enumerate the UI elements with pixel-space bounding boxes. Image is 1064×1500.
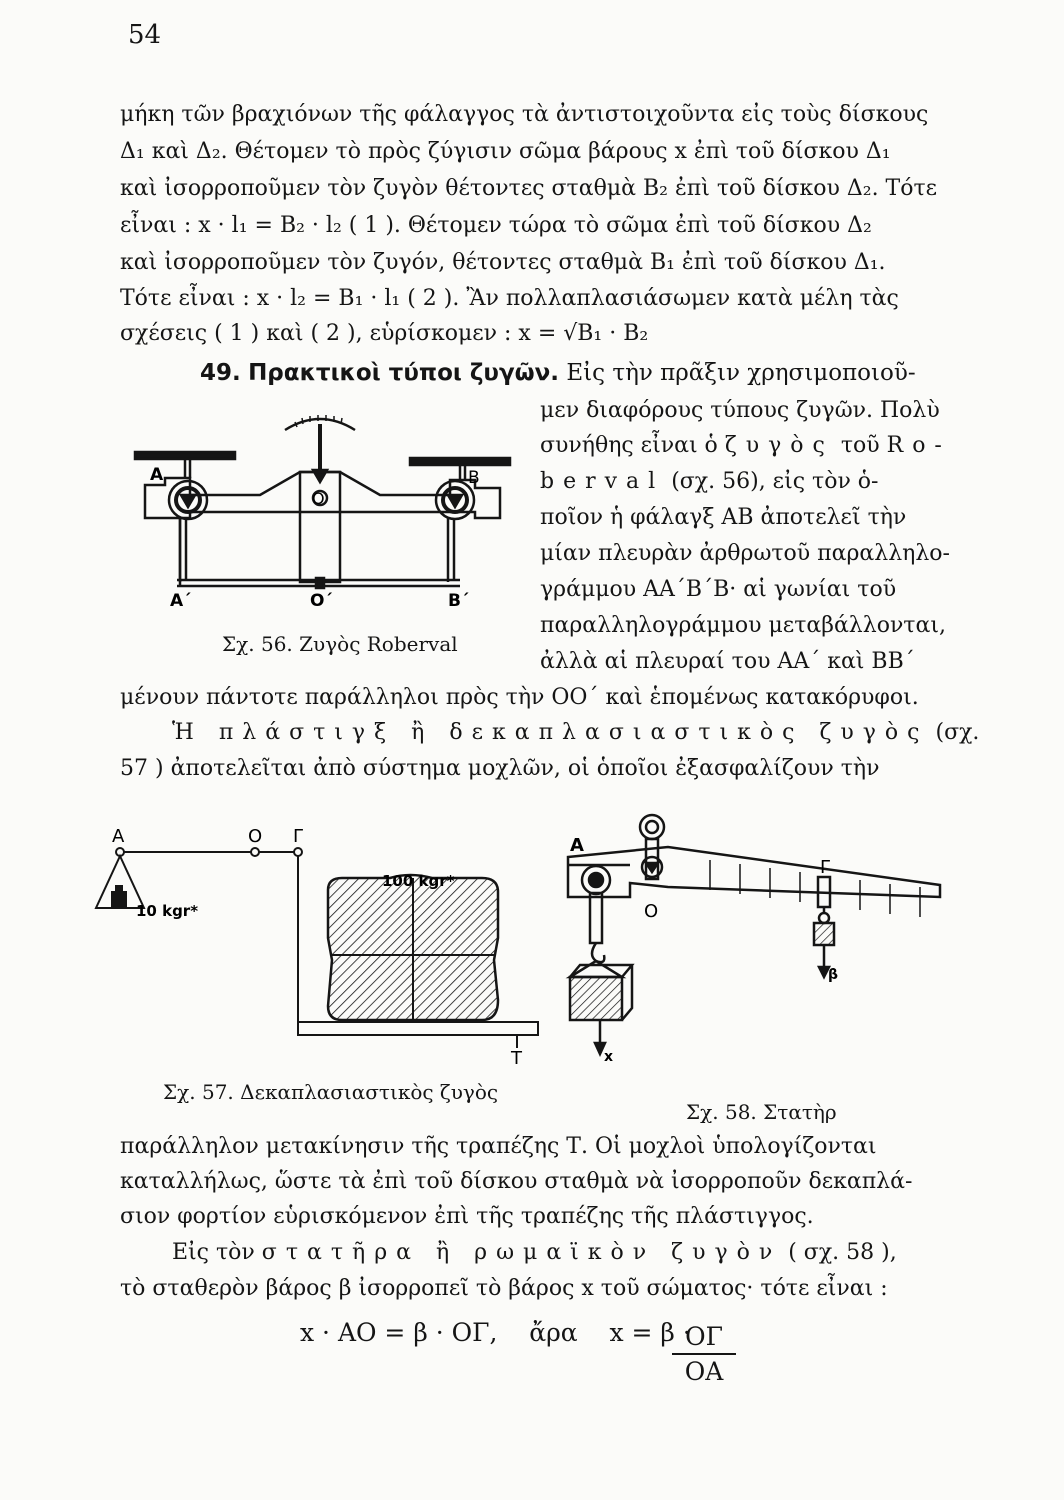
- label-a: A: [150, 465, 164, 485]
- label-a: A: [112, 826, 125, 847]
- text-fragment: ( σχ. 58 ),: [788, 1240, 897, 1265]
- label-b-prime: B΄: [448, 591, 469, 611]
- fraction-denominator: ΟΑ: [684, 1357, 724, 1386]
- section-heading: [200, 362, 916, 385]
- label-o: O: [644, 901, 659, 922]
- text-line: παράλληλον μετακίνησιν τῆς τραπέζης Τ. Οἱ μοχλοὶ ὑπολογίζονται: [120, 1134, 877, 1159]
- text-line: Δ₁ καὶ Δ₂. Θέτομεν τὸ πρὸς ζύγισιν σῶμα βάρους x ἐπὶ τοῦ δίσκου Δ₁: [120, 139, 891, 164]
- figure-56-roberval-balance: [130, 400, 530, 615]
- text-line: σχέσεις ( 1 ) καὶ ( 2 ), εὑρίσκομεν : x = √Β₁ · Β₂: [120, 321, 649, 346]
- label-b: B: [468, 468, 480, 488]
- text-line: καὶ ἰσορροποῦμεν τὸν ζυγὸν θέτοντες σταθμὰ Β₂ ἐπὶ τοῦ δίσκου Δ₂. Τότε: [120, 176, 938, 201]
- caption-fig58: Σχ. 58. Στατὴρ: [686, 1100, 837, 1124]
- text-fragment: (σχ.: [935, 720, 980, 745]
- page-number: 54: [128, 20, 162, 50]
- text-line: γράμμου ΑΑ΄Β΄Β· αἱ γωνίαι τοῦ: [540, 577, 897, 602]
- spaced-term: Ro-: [886, 433, 951, 458]
- text-line: μήκη τῶν βραχιόνων τῆς φάλαγγος τὰ ἀντιστοιχοῦντα εἰς τοὺς δίσκους: [120, 102, 929, 127]
- text-line: σιον φορτίον εὑρισκόμενον ἐπὶ τῆς τραπέζης τῆς πλάστιγγος.: [120, 1204, 814, 1229]
- text-line: Εἰς τὴν πρᾶξιν χρησιμοποιοῦ-: [566, 360, 916, 386]
- section-title: Πρακτικοὶ τύποι ζυγῶν.: [248, 360, 560, 386]
- text-line: καὶ ἰσορροποῦμεν τὸν ζυγόν, θέτοντες σταθμὰ Β₁ ἐπὶ τοῦ δίσκου Δ₁.: [120, 250, 886, 275]
- label-a: A: [570, 835, 584, 856]
- text-line: Τότε εἶναι : x · l₂ = Β₁ · l₁ ( 2 ). Ἂν πολλαπλασιάσωμεν κατὰ μέλη τὰς: [120, 286, 899, 311]
- fraction: [672, 1322, 736, 1386]
- text-line: [540, 435, 951, 457]
- formula: [300, 1318, 691, 1347]
- text-line: [540, 471, 878, 493]
- figure-58-steelyard: [560, 805, 960, 1070]
- formula-left: x · ΑΟ = β · ΟΓ,: [300, 1318, 498, 1347]
- text-fragment: Εἰς τὸν: [172, 1240, 255, 1265]
- text-line: [172, 722, 979, 744]
- spaced-term: Ἡ πλάστιγξ ἢ δεκαπλασιαστικὸς ζυγὸς: [172, 720, 929, 745]
- section-number: 49.: [200, 360, 241, 386]
- text-line: τὸ σταθερὸν βάρος β ἰσορροπεῖ τὸ βάρος x τοῦ σώματος· τότε εἶναι :: [120, 1276, 888, 1301]
- spaced-term: berval: [540, 469, 665, 494]
- text-fragment: τοῦ: [840, 433, 880, 458]
- fraction-numerator: ΟΓ: [672, 1322, 736, 1355]
- text-fragment: (σχ. 56), εἰς τὸν ὁ-: [671, 469, 879, 494]
- label-t: T: [511, 1048, 522, 1069]
- spaced-term: στατῆρα ἢ ρωμαϊκὸν ζυγὸν: [261, 1240, 782, 1265]
- text-line: μεν διαφόρους τύπους ζυγῶν. Πολὺ: [540, 398, 940, 423]
- label-g: Γ: [293, 826, 304, 847]
- text-line: ἀλλὰ αἱ πλευραί του ΑΑ΄ καὶ ΒΒ΄: [540, 649, 915, 674]
- label-a-prime: A΄: [170, 591, 191, 611]
- text-line: καταλλήλως, ὥστε τὰ ἐπὶ τοῦ δίσκου σταθμὰ νὰ ἰσορροποῦν δεκαπλά-: [120, 1169, 913, 1194]
- text-fragment: συνήθης εἶναι ὁ: [540, 433, 718, 458]
- label-x: x: [604, 1049, 614, 1065]
- label-g: Γ: [820, 857, 831, 878]
- caption-fig57: Σχ. 57. Δεκαπλασιαστικὸς ζυγὸς: [163, 1080, 499, 1104]
- label-beta: β: [828, 967, 839, 983]
- formula-word: ἄρα: [529, 1318, 578, 1347]
- text-line: παραλληλογράμμου μεταβάλλονται,: [540, 613, 946, 638]
- label-o: O: [312, 489, 325, 508]
- text-line: 57 ) ἀποτελεῖται ἀπὸ σύστημα μοχλῶν, οἱ ὁποῖοι ἐξασφαλίζουν τὴν: [120, 756, 880, 781]
- text-line: μίαν πλευρὰν ἀρθρωτοῦ παραλληλο-: [540, 541, 950, 566]
- label-weight-10: 10 kgr*: [136, 902, 199, 920]
- label-o-prime: O΄: [310, 591, 332, 611]
- text-line: [172, 1242, 897, 1264]
- formula-right: x = β ·: [609, 1318, 691, 1347]
- caption-fig56: Σχ. 56. Ζυγὸς Roberval: [222, 632, 458, 656]
- text-line: ποῖον ἡ φάλαγξ ΑΒ ἀποτελεῖ τὴν: [540, 505, 907, 530]
- label-weight-100: 100 kgr*: [382, 872, 455, 890]
- figure-57-decimal-balance: [90, 820, 560, 1075]
- label-o: O: [248, 826, 263, 847]
- spaced-term: ζυγὸς: [724, 433, 834, 458]
- text-line: μένουν πάντοτε παράλληλοι πρὸς τὴν ΟΟ΄ καὶ ἑπομένως κατακόρυφοι.: [120, 685, 919, 710]
- text-line: εἶναι : x · l₁ = Β₂ · l₂ ( 1 ). Θέτομεν τώρα τὸ σῶμα ἐπὶ τοῦ δίσκου Δ₂: [120, 213, 872, 238]
